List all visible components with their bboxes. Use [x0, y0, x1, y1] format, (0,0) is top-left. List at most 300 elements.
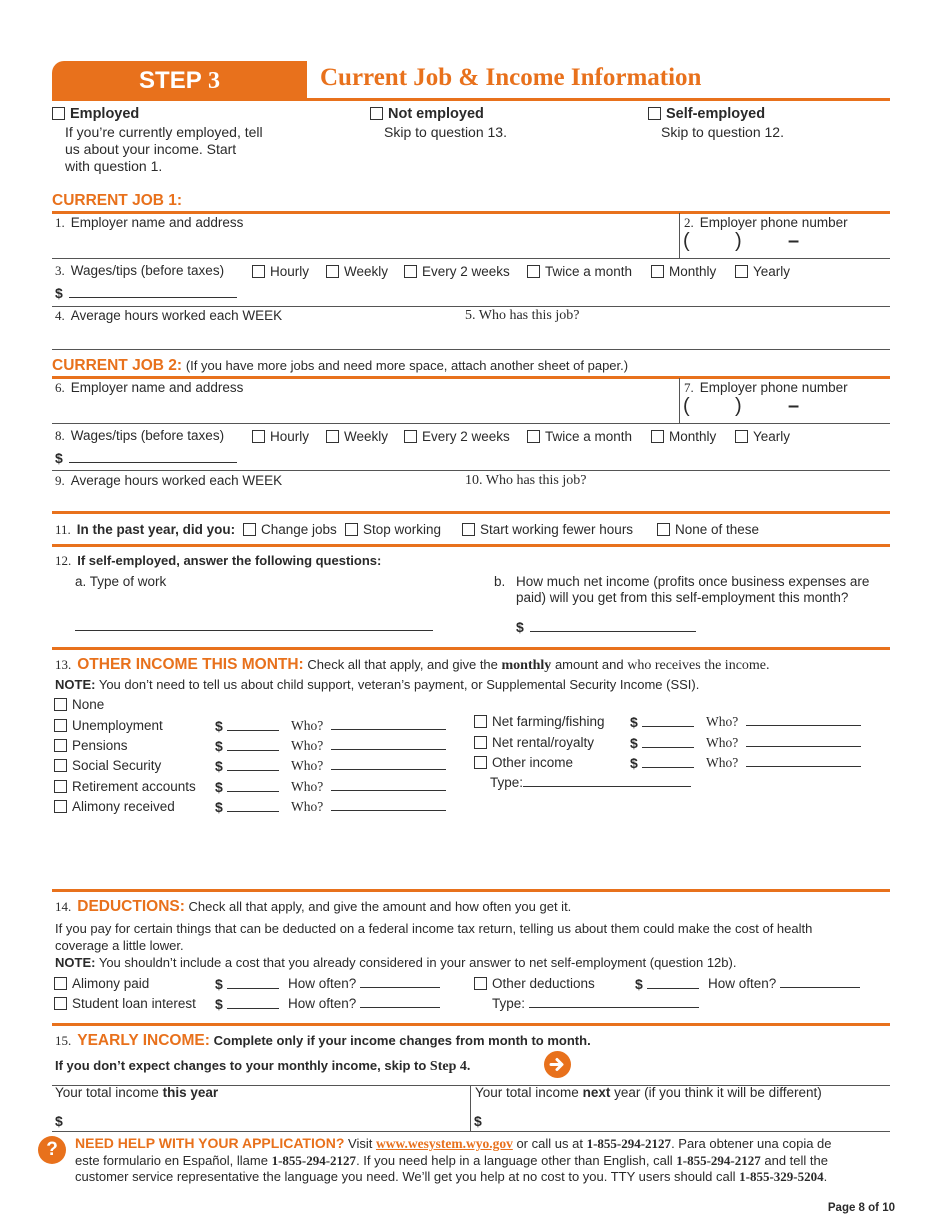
option-label: Change jobs: [261, 522, 337, 537]
q15-number: 15.: [55, 1033, 72, 1048]
other-income-type-field[interactable]: [490, 775, 691, 790]
q4-number: 4.: [55, 308, 65, 323]
option-label: None: [72, 697, 105, 712]
income-who-field[interactable]: [706, 755, 861, 771]
dollar-sign: $: [55, 450, 63, 466]
employed-note-line: with question 1.: [65, 158, 163, 174]
checkbox[interactable]: [326, 265, 339, 278]
amount-line: [642, 715, 694, 727]
dollar-sign: $: [55, 285, 63, 301]
who-label: Who?: [291, 799, 324, 814]
next-year-label: [475, 1085, 822, 1100]
q9-number: 9.: [55, 473, 65, 488]
dollar-sign: $: [635, 976, 643, 992]
freq-twice-a-month[interactable]: [527, 264, 632, 279]
deduction-checkbox-label[interactable]: [54, 996, 196, 1011]
q12b-line: paid) will you get from this self-employment this month?: [516, 590, 849, 605]
option-label: Stop working: [363, 522, 442, 537]
job2-heading-row: [52, 357, 628, 375]
checkbox[interactable]: [54, 780, 67, 793]
q8-amount-field[interactable]: [55, 450, 237, 466]
freq-monthly[interactable]: [651, 264, 716, 279]
amount-line: [227, 997, 279, 1009]
amount-line: [227, 739, 279, 751]
deduction-how-often-field[interactable]: [288, 996, 440, 1011]
dollar-sign: $: [215, 799, 223, 815]
income-amount-field[interactable]: [215, 758, 279, 774]
income-amount-field[interactable]: [215, 738, 279, 754]
checkbox[interactable]: [527, 265, 540, 278]
amount-line: [227, 719, 279, 731]
q11-stop-working[interactable]: [345, 522, 441, 537]
label-text: year (if you think it will be different): [614, 1085, 822, 1100]
checkbox[interactable]: [651, 430, 664, 443]
freq-every-2-weeks[interactable]: [404, 264, 510, 279]
q6-text: Employer name and address: [70, 380, 244, 395]
page-title: Current Job & Income Information: [320, 64, 702, 91]
q3-text: Wages/tips (before taxes): [70, 263, 225, 278]
checkbox[interactable]: [252, 430, 265, 443]
dollar-sign: $: [630, 735, 638, 751]
q15-rule: [52, 1023, 890, 1026]
q10-label: 10. Who has this job?: [465, 473, 587, 488]
deduction-how-often-field[interactable]: [708, 976, 860, 991]
help-visit: Visit: [348, 1136, 373, 1151]
q2-text: Employer phone number: [699, 215, 848, 230]
job2-note: (If you have more jobs and need more space, attach another sheet of paper.): [185, 358, 629, 373]
q4-text: Average hours worked each WEEK: [70, 308, 283, 323]
income-checkbox-label[interactable]: [474, 755, 573, 770]
amount-line: [530, 620, 696, 632]
amount-line: [69, 286, 237, 298]
q8-number: 8.: [55, 428, 65, 443]
note-text: You don’t need to tell us about child support, veteran’s payment, or Supplemental Security Income (SSI).: [98, 677, 700, 692]
checkbox[interactable]: [735, 265, 748, 278]
freq-monthly[interactable]: [651, 429, 716, 444]
checkbox[interactable]: [462, 523, 475, 536]
freq-twice-a-month[interactable]: [527, 429, 632, 444]
freq-hourly[interactable]: [252, 264, 309, 279]
job2-heading: CURRENT JOB 2:: [52, 357, 183, 374]
checkbox[interactable]: [252, 265, 265, 278]
who-label: Who?: [291, 779, 324, 794]
checkbox[interactable]: [404, 265, 417, 278]
who-label: Who?: [291, 758, 324, 773]
how-often-line: [780, 976, 860, 988]
employed-checkbox[interactable]: [52, 107, 65, 120]
income-unemployment: [54, 718, 454, 738]
phone-dash: –: [788, 230, 800, 252]
checkbox[interactable]: [474, 756, 487, 769]
self-employed-note: Skip to question 12.: [661, 124, 784, 140]
option-label: Alimony received: [72, 799, 175, 814]
checkbox[interactable]: [54, 759, 67, 772]
freq-yearly[interactable]: [735, 264, 790, 279]
income-who-field[interactable]: [291, 779, 446, 795]
income-amount-field[interactable]: [630, 755, 694, 771]
checkbox[interactable]: [54, 800, 67, 813]
freq-hourly[interactable]: [252, 429, 309, 444]
label-bold: next: [582, 1085, 611, 1100]
skip-step: Step 4.: [429, 1059, 471, 1074]
checkbox[interactable]: [54, 719, 67, 732]
option-label: Yearly: [753, 429, 791, 444]
q15-heading: YEARLY INCOME:: [77, 1032, 210, 1049]
this-year-income-field[interactable]: [55, 1113, 465, 1129]
help-heading: NEED HELP WITH YOUR APPLICATION?: [75, 1135, 345, 1151]
q6-label: [55, 380, 243, 396]
how-often-line: [360, 996, 440, 1008]
who-line: [331, 738, 446, 750]
who-label: Who?: [291, 738, 324, 753]
q7-text: Employer phone number: [699, 380, 848, 395]
q2-label: [684, 215, 848, 231]
income-who-field[interactable]: [291, 758, 446, 774]
step-number: 3: [207, 68, 220, 94]
q7-number: 7.: [684, 380, 694, 395]
option-label: Hourly: [270, 429, 310, 444]
q12-text: If self-employed, answer the following questions:: [77, 553, 382, 568]
checkbox[interactable]: [404, 430, 417, 443]
row-divider: [52, 306, 890, 307]
q11-rule: [52, 511, 890, 514]
help-text-part: and tell the: [764, 1152, 828, 1168]
header-rule: [52, 98, 890, 101]
q12-number: 12.: [55, 553, 72, 568]
deduction-student-loan: [54, 996, 474, 1016]
amount-line: [227, 759, 279, 771]
q13-number: 13.: [55, 657, 72, 672]
next-year-income-field[interactable]: [474, 1113, 884, 1129]
checkbox[interactable]: [326, 430, 339, 443]
help-phone: 1-855-294-2127: [271, 1152, 357, 1168]
q3-number: 3.: [55, 263, 65, 278]
row-divider: [52, 470, 890, 471]
skip-text: If you don’t expect changes to your monthly income, skip to: [55, 1058, 427, 1073]
income-amount-field[interactable]: [630, 735, 694, 751]
option-label: Net rental/royalty: [492, 735, 595, 750]
option-label: Monthly: [669, 264, 717, 279]
income-who-field[interactable]: [706, 714, 861, 730]
deduction-amount-field[interactable]: [635, 976, 699, 992]
q5-label: 5. Who has this job?: [465, 308, 580, 323]
checkbox[interactable]: [54, 698, 67, 711]
q1-number: 1.: [55, 215, 65, 230]
income-checkbox-label[interactable]: [474, 735, 594, 750]
q13-intro-bold: monthly: [501, 658, 552, 673]
amount-line: [642, 736, 694, 748]
job1-rule: [52, 211, 890, 214]
option-label: None of these: [675, 522, 760, 537]
row-divider: [52, 258, 890, 259]
q14-para-line: coverage a little lower.: [55, 938, 184, 953]
q14-heading: DEDUCTIONS:: [77, 898, 185, 915]
q15-sub: Complete only if your income changes from month to month.: [213, 1033, 591, 1048]
q13-heading: OTHER INCOME THIS MONTH:: [77, 656, 304, 673]
income-checkbox-label[interactable]: [474, 714, 605, 729]
income-amount-field[interactable]: [215, 799, 279, 815]
phone-close-paren: ): [735, 230, 742, 252]
self-employed-option[interactable]: [648, 106, 765, 122]
q12b-amount-field[interactable]: [516, 619, 696, 635]
income-retirement: [54, 779, 454, 799]
q4-hours-field[interactable]: [52, 324, 452, 348]
row-divider: [52, 1131, 890, 1132]
deduction-amount-field[interactable]: [215, 976, 279, 992]
amount-line: [69, 451, 237, 463]
income-checkbox-label[interactable]: [54, 758, 161, 773]
self-employed-label: Self-employed: [666, 106, 766, 122]
checkbox[interactable]: [54, 739, 67, 752]
q6-number: 6.: [55, 380, 65, 395]
option-label: Weekly: [344, 264, 389, 279]
q13-intro: Check all that apply, and give the: [307, 657, 498, 672]
q12b-text: [516, 574, 869, 606]
page-number: Page 8 of 10: [827, 1202, 895, 1214]
income-divider: [470, 1085, 471, 1131]
income-checkbox-label[interactable]: [54, 799, 175, 814]
row-divider: [52, 349, 890, 350]
q13-intro: who receives the income.: [627, 658, 770, 673]
q12-label: [55, 553, 381, 569]
option-label: Net farming/fishing: [492, 714, 605, 729]
q9-text: Average hours worked each WEEK: [70, 473, 283, 488]
help-text-part: . Para obtener una copia de: [671, 1136, 832, 1151]
option-label: Every 2 weeks: [422, 429, 510, 444]
deduction-type-field[interactable]: [492, 996, 699, 1011]
who-label: Who?: [706, 714, 739, 729]
how-often-label: How often?: [288, 976, 357, 991]
freq-weekly[interactable]: [326, 429, 388, 444]
q14-intro: Check all that apply, and give the amount and how often you get it.: [188, 899, 572, 914]
q12b-line: How much net income (profits once business expenses are: [516, 574, 870, 589]
income-amount-field[interactable]: [630, 714, 694, 730]
q13-heading-row: [55, 656, 770, 674]
income-pensions: [54, 738, 454, 758]
q14-para-line: If you pay for certain things that can be deducted on a federal income tax return, telling us about them could make the cost of health: [55, 921, 813, 936]
dollar-sign: $: [215, 718, 223, 734]
note-label: NOTE:: [55, 955, 96, 970]
checkbox[interactable]: [345, 523, 358, 536]
label-text: Your total income: [55, 1085, 159, 1100]
job1-heading: CURRENT JOB 1:: [52, 192, 183, 209]
q9-label: [55, 473, 282, 489]
checkbox[interactable]: [474, 977, 487, 990]
q8-frequency-options: [0, 429, 950, 447]
not-employed-checkbox[interactable]: [370, 107, 383, 120]
q14-paragraph: [55, 920, 890, 954]
checkbox[interactable]: [54, 997, 67, 1010]
employed-option[interactable]: [52, 106, 139, 122]
q10-who-field[interactable]: [465, 489, 885, 511]
note-label: NOTE:: [55, 677, 96, 692]
q14-rule: [52, 889, 890, 892]
who-label: Who?: [706, 735, 739, 750]
q11-none[interactable]: [657, 522, 759, 537]
option-label: Weekly: [344, 429, 389, 444]
income-who-field[interactable]: [291, 799, 446, 815]
amount-line: [647, 977, 699, 989]
who-line: [331, 718, 446, 730]
help-phone: 1-855-294-2127: [586, 1136, 672, 1151]
phone-open-paren: (: [683, 230, 690, 252]
option-label: Unemployment: [72, 718, 163, 733]
q15-heading-row: [55, 1032, 591, 1050]
employed-note-line: If you’re currently employed, tell: [65, 124, 263, 140]
who-label: Who?: [706, 755, 739, 770]
dollar-sign: $: [215, 738, 223, 754]
checkbox[interactable]: [735, 430, 748, 443]
deduction-how-often-field[interactable]: [288, 976, 440, 991]
freq-weekly[interactable]: [326, 264, 388, 279]
not-employed-note: Skip to question 13.: [384, 124, 507, 140]
option-label: Other income: [492, 755, 574, 770]
q7-divider: [679, 378, 680, 423]
not-employed-label: Not employed: [388, 106, 484, 122]
q2-divider: [679, 213, 680, 258]
q12a-type-field[interactable]: [75, 630, 433, 631]
help-tty: 1-855-329-5204: [739, 1169, 824, 1184]
checkbox[interactable]: [657, 523, 670, 536]
q12a-label: a. Type of work: [75, 574, 167, 589]
q1-label: [55, 215, 243, 231]
type-label: Type:: [492, 996, 526, 1011]
q15-skip-note: [55, 1058, 470, 1075]
checkbox[interactable]: [527, 430, 540, 443]
row-divider: [52, 423, 890, 424]
q11-fewer-hours[interactable]: [462, 522, 633, 537]
checkbox[interactable]: [651, 265, 664, 278]
job2-rule: [52, 376, 890, 379]
type-label: Type:: [490, 775, 524, 790]
employer2-phone-field[interactable]: [683, 395, 883, 418]
income-rental: [474, 735, 874, 755]
q7-label: [684, 380, 848, 396]
option-label: Twice a month: [545, 429, 633, 444]
q13-none[interactable]: [54, 697, 104, 712]
deduction-checkbox-label[interactable]: [474, 976, 595, 991]
dollar-sign: $: [215, 758, 223, 774]
q13-note: [55, 677, 699, 692]
help-text-part: customer service representative the language you need. We’ll get you help at no cost to you. TTY users should call: [75, 1169, 736, 1184]
employed-note-line: us about your income. Start: [65, 141, 237, 157]
q5-who-field[interactable]: [465, 324, 885, 348]
deduction-other: [474, 976, 894, 996]
how-often-label: How often?: [708, 976, 777, 991]
dollar-sign: $: [55, 1113, 63, 1129]
freq-every-2-weeks[interactable]: [404, 429, 510, 444]
help-link[interactable]: www.wesystem.wyo.gov: [375, 1136, 513, 1151]
q11-change-jobs[interactable]: [243, 522, 337, 537]
q13-intro: amount and: [554, 657, 624, 672]
employer1-phone-field[interactable]: [683, 230, 883, 253]
q1-text: Employer name and address: [70, 215, 244, 230]
option-label: Monthly: [669, 429, 717, 444]
income-who-field[interactable]: [291, 738, 446, 754]
income-social-security: [54, 758, 454, 778]
freq-yearly[interactable]: [735, 429, 790, 444]
how-often-label: How often?: [288, 996, 357, 1011]
arrow-right-icon: [544, 1051, 571, 1078]
checkbox[interactable]: [474, 736, 487, 749]
phone-dash: –: [788, 395, 800, 417]
option-label: Social Security: [72, 758, 162, 773]
help-text: NEED HELP WITH YOUR APPLICATION? Visit www.wesystem.wyo.gov or call us at 1-855-294-2127. Para obtener una copia de este formulario en Español, llame 1-855-294-2127. If you need help in a language other than English, call 1-855-294-2127 and tell the customer service representative the language you need. We’ll get you help at no cost to you. TTY users should call 1-855-329-5204.: [75, 1135, 832, 1184]
q3-amount-field[interactable]: [55, 285, 237, 301]
q12-rule: [52, 544, 890, 547]
employer1-name-field[interactable]: [52, 230, 674, 256]
who-line: [331, 758, 446, 770]
q11-number: 11.: [55, 522, 71, 537]
type-line: [523, 775, 691, 787]
option-label: Start working fewer hours: [480, 522, 634, 537]
dollar-sign: $: [215, 976, 223, 992]
deduction-amount-field[interactable]: [215, 996, 279, 1012]
type-line: [529, 996, 699, 1008]
option-label: Twice a month: [545, 264, 633, 279]
who-line: [746, 755, 861, 767]
income-other: [474, 755, 874, 775]
income-checkbox-label[interactable]: [54, 738, 128, 753]
checkbox[interactable]: [54, 977, 67, 990]
how-often-line: [360, 976, 440, 988]
label-bold: this year: [162, 1085, 219, 1100]
income-amount-field[interactable]: [215, 718, 279, 734]
checkbox[interactable]: [243, 523, 256, 536]
amount-line: [227, 977, 279, 989]
option-label: Pensions: [72, 738, 128, 753]
option-label: Other deductions: [492, 976, 595, 991]
q13-rule: [52, 647, 890, 650]
self-employed-checkbox[interactable]: [648, 107, 661, 120]
amount-line: [227, 780, 279, 792]
q4-label: [55, 308, 282, 324]
not-employed-option[interactable]: [370, 106, 484, 122]
help-phone: 1-855-294-2127: [676, 1152, 761, 1168]
amount-line: [642, 756, 694, 768]
q11-text: In the past year, did you:: [76, 522, 236, 537]
q3-frequency-options: [0, 264, 950, 282]
deduction-checkbox-label[interactable]: [54, 976, 149, 991]
who-line: [331, 779, 446, 791]
income-amount-field[interactable]: [215, 779, 279, 795]
q11-options: [0, 522, 950, 540]
dollar-sign: $: [516, 619, 524, 635]
option-label: Yearly: [753, 264, 791, 279]
employed-label: Employed: [70, 106, 140, 122]
q9-hours-field[interactable]: [52, 489, 452, 511]
dollar-sign: $: [630, 755, 638, 771]
employer2-name-field[interactable]: [52, 395, 674, 421]
income-who-field[interactable]: [706, 735, 861, 751]
phone-open-paren: (: [683, 395, 690, 417]
option-label: Hourly: [270, 264, 310, 279]
income-checkbox-label[interactable]: [54, 718, 163, 733]
who-line: [331, 799, 446, 811]
label-text: Your total income: [475, 1085, 579, 1100]
option-label: Alimony paid: [72, 976, 150, 991]
dollar-sign: $: [474, 1113, 482, 1129]
employed-note: [65, 124, 263, 175]
option-label: Every 2 weeks: [422, 264, 510, 279]
dollar-sign: $: [215, 996, 223, 1012]
help-question-icon: ?: [38, 1136, 66, 1164]
who-line: [746, 714, 861, 726]
checkbox[interactable]: [474, 715, 487, 728]
income-who-field[interactable]: [291, 718, 446, 734]
income-checkbox-label[interactable]: [54, 779, 196, 794]
option-label: Retirement accounts: [72, 779, 196, 794]
